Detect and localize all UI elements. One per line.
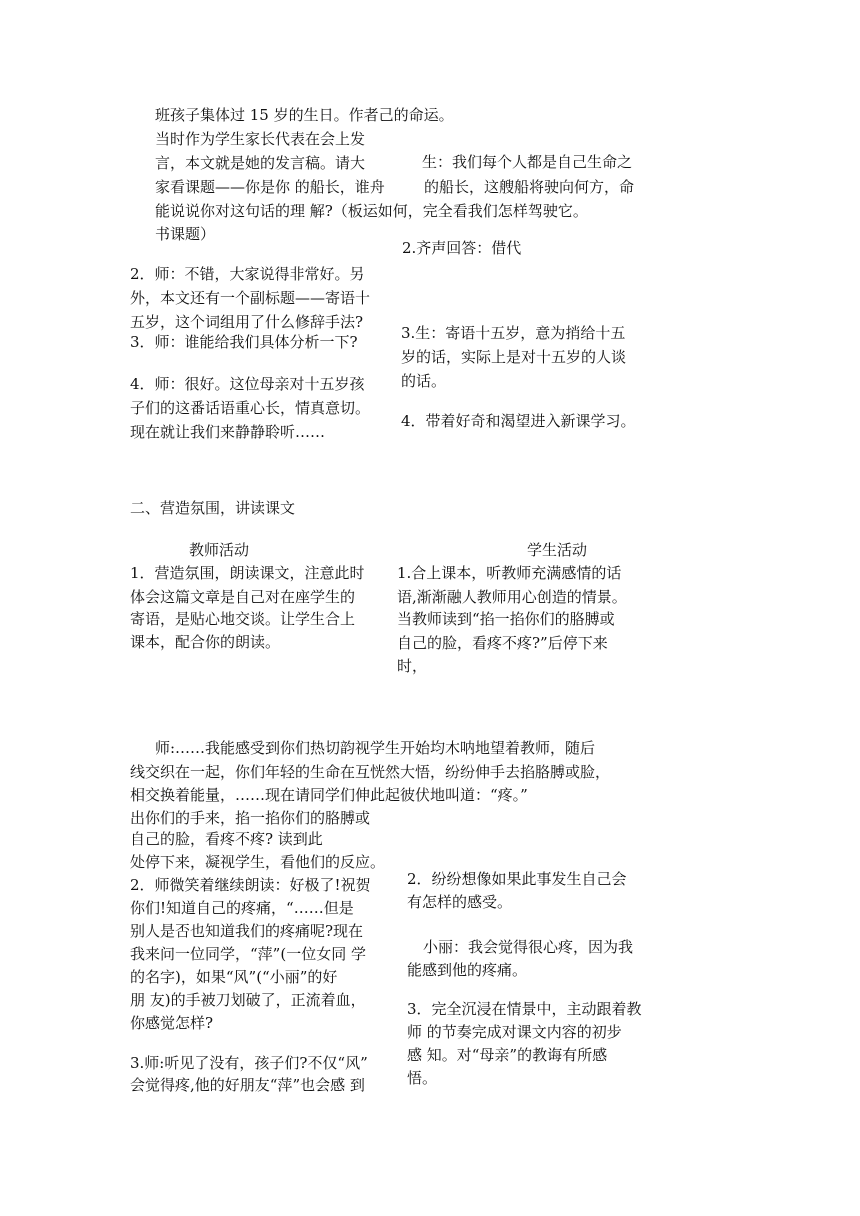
text-line: 悟。 [407,1069,438,1087]
text-line: 3.生：寄语十五岁，意为捎给十五 [401,324,626,342]
column-header-teacher: 教师活动 [189,541,250,559]
text-line: 会觉得疼,他的好朋友“萍”也会感 到 [130,1076,365,1094]
text-line: 班孩子集体过 15 岁的生日。作者己的命运。 [155,106,454,124]
text-line: 能感到他的疼痛。 [407,961,528,979]
text-line: 4．带着好奇和渴望进入新课学习。 [401,412,636,430]
text-line: 3．完全沉浸在情景中，主动跟着教 [407,1000,642,1018]
text-line: 的名字)，如果“风”(“小丽”的好 [130,968,338,986]
text-line: 线交织在一起，你们年轻的生命在互恍然大悟，纷纷伸手去掐胳膊或脸， [130,763,611,781]
text-line: 的话。 [401,372,447,390]
text-line: 我来问一位同学，“萍”(一位女同 学 [130,945,366,963]
text-line: 1.合上课本，听教师充满感情的话 [397,564,622,582]
text-line: 相交换着能量，……现在请同学们伸此起彼伏地叫道：“疼。” [130,786,528,804]
text-line: 出你们的手来，掐一掐你们的胳膊或 [130,809,371,827]
text-line: 1．营造氛围，朗读课文，注意此时 [130,564,365,582]
text-line: 别人是否也知道我们的疼痛呢?现在 [130,922,364,940]
text-line: 3.师:听见了没有，孩子们?不仅“风” [130,1054,368,1072]
text-line: 书课题） [155,225,216,243]
text-line: 外，本文还有一个副标题——寄语十 [130,289,371,307]
text-line: 2．师微笑着继续朗读：好极了!祝贺 [130,876,371,894]
column-header-student: 学生活动 [527,541,588,559]
text-line: 能说说你对这句话的理 解?（板运如何，完全看我们怎样驾驶它。 [155,202,588,220]
text-line: 自己的脸，看疼不疼?”后停下来 [397,634,608,652]
text-line: 言，本文就是她的发言稿。请大 [155,154,366,172]
text-line: 2．纷纷想像如果此事发生自己会 [407,870,627,888]
text-line: 生：我们每个人都是自己生命之 [422,153,633,171]
text-line: 当时作为学生家长代表在会上发 [155,130,366,148]
text-line: 师:……我能感受到你们热切韵视学生开始均木呐地望着教师，随后 [155,739,596,757]
section-heading: 二、营造氛围，讲读课文 [130,499,296,517]
text-line: 的船长，这艘船将驶向何方，命 [424,178,635,196]
text-line: 岁的话，实际上是对十五岁的人谈 [401,348,627,366]
text-line: 4．师：很好。这位母亲对十五岁孩 [130,375,365,393]
text-line: 现在就让我们来静静聆听…… [130,423,326,441]
text-line: 课本，配合你的朗读。 [130,633,281,651]
text-line: 感 知。对“母亲”的教诲有所感 [407,1046,608,1064]
text-line: 你感觉怎样? [130,1014,214,1032]
text-line: 体会这篇文章是自己对在座学生的 [130,588,356,606]
text-line: 你们!知道自己的疼痛，“……但是 [130,899,354,917]
text-line: 2．师：不错，大家说得非常好。另 [130,265,365,283]
text-line: 朋 友)的手被刀划破了，正流着血， [130,991,366,1009]
text-line: 3．师：谁能给我们具体分析一下? [130,333,358,351]
text-line: 子们的这番话语重心长，情真意切。 [130,399,371,417]
text-line: 寄语，是贴心地交谈。让学生合上 [130,610,356,628]
text-line: 自己的脸，看疼不疼? 读到此 [130,830,323,848]
text-line: 五岁，这个词组用了什么修辞手法? [130,313,364,331]
text-line: 时， [397,657,428,675]
text-line: 师 的节奏完成对课文内容的初步 [407,1023,622,1041]
text-line: 2.齐声回答：借代 [402,239,522,257]
text-line: 小丽：我会觉得很心疼，因为我 [423,938,634,956]
text-line: 家看课题——你是你 的船长，谁舟 [155,178,385,196]
text-line: 有怎样的感受。 [407,893,513,911]
text-line: 当教师读到“掐一掐你们的胳膊或 [397,610,615,628]
text-line: 语,渐渐融人教师用心创造的情景。 [397,588,627,606]
text-line: 处停下来，凝视学生，看他们的反应。 [130,853,386,871]
